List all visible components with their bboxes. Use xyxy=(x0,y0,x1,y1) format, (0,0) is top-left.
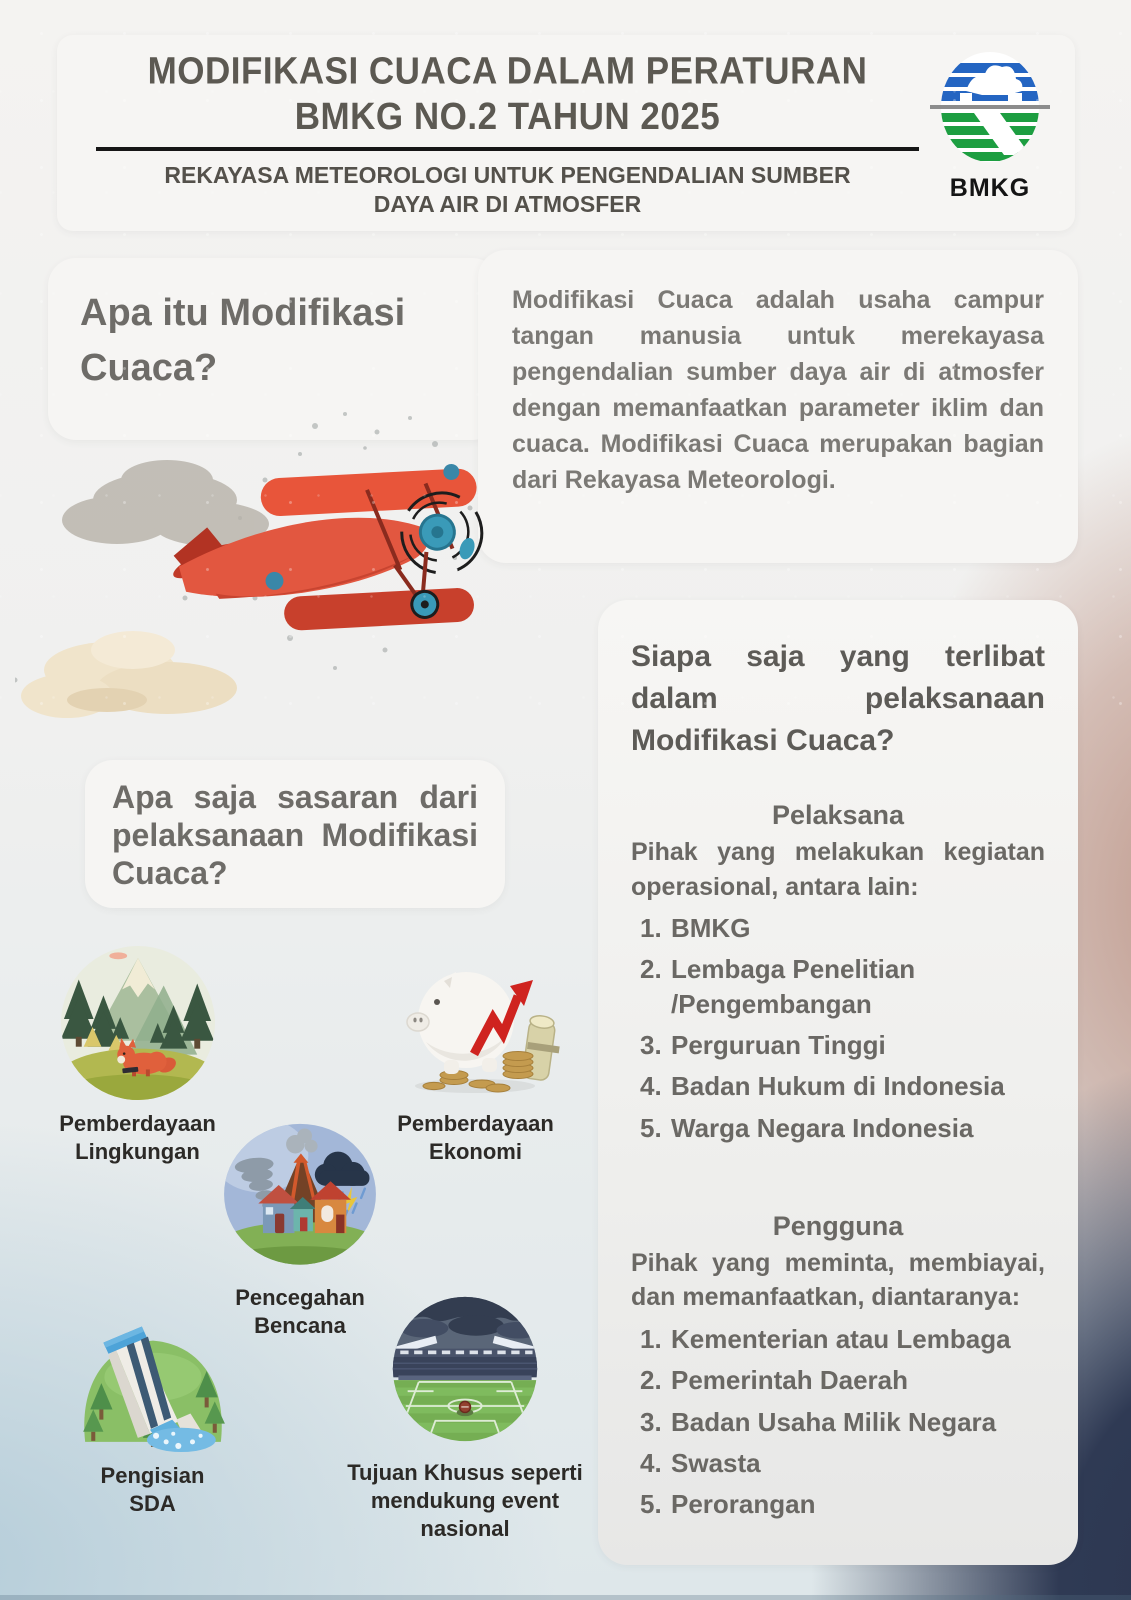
pengguna-section xyxy=(631,1211,1045,1522)
target-label: Tujuan Khusus seperti mendukung event nasional xyxy=(347,1460,583,1542)
list-item: Kementerian atau Lembaga xyxy=(671,1323,1011,1354)
intro-question: Apa itu Modifikasi Cuaca? xyxy=(80,292,406,390)
dam-icon xyxy=(73,1290,233,1452)
header-text-block xyxy=(85,49,930,219)
target-label: Pengisian SDA xyxy=(100,1463,205,1517)
bmkg-logo-label: BMKG xyxy=(949,174,1031,202)
poster-title: MODIFIKASI CUACA DALAM PERATURAN BMKG NO.2 TAHUN 2025 xyxy=(147,50,868,138)
bmkg-logo-icon xyxy=(930,49,1050,171)
intro-answer-card xyxy=(478,250,1078,563)
list-item: Perguruan Tinggi xyxy=(671,1029,886,1060)
involvement-card xyxy=(598,600,1078,1565)
piggy-bank-icon xyxy=(390,958,562,1096)
intro-answer: Modifikasi Cuaca adalah usaha campur tangan manusia untuk merekayasa pengendalian sumber daya air di atmosfer dengan memanfaatkan parameter iklim dan cuaca. Modifikasi Cuaca merupakan bagian dari Rekayasa Meteorologi. xyxy=(512,286,1044,494)
pool xyxy=(146,1428,215,1452)
target-item-event xyxy=(340,1295,590,1543)
cream-cloud xyxy=(21,631,237,718)
pelaksana-list xyxy=(631,911,1045,1145)
targets-question: Apa saja sasaran dari pelaksanaan Modifikasi Cuaca? xyxy=(112,779,478,891)
target-label: Pemberdayaan Lingkungan xyxy=(59,1111,216,1165)
list-item: Badan Hukum di Indonesia xyxy=(671,1071,1005,1102)
list-item: Badan Usaha Milik Negara xyxy=(671,1406,997,1437)
poster-subtitle: REKAYASA METEOROLOGI UNTUK PENGENDALIAN SUMBER DAYA AIR DI ATMOSFER xyxy=(164,162,851,217)
list-item: BMKG xyxy=(671,913,751,943)
bmkg-logo xyxy=(930,49,1050,203)
forest-fox-icon xyxy=(59,944,217,1102)
header-divider xyxy=(96,147,919,151)
pengguna-title: Pengguna xyxy=(772,1210,904,1241)
pelaksana-section xyxy=(631,800,1045,1145)
list-item: Warga Negara Indonesia xyxy=(671,1112,974,1143)
involvement-question: Siapa saja yang terlibat dalam pelaksanaan Modifikasi Cuaca? xyxy=(631,640,1045,757)
target-label: Pencegahan Bencana xyxy=(235,1285,365,1339)
list-item: Pemerintah Daerah xyxy=(671,1365,908,1396)
stadium-icon xyxy=(391,1295,539,1443)
list-item: Lembaga Penelitian /Pengembangan xyxy=(671,954,916,1019)
gray-cloud xyxy=(62,460,269,546)
list-item: Swasta xyxy=(671,1447,761,1478)
pelaksana-description: Pihak yang melakukan kegiatan operasional, antara lain: xyxy=(631,838,1045,901)
biplane-illustration xyxy=(15,388,505,736)
target-label: Pemberdayaan Ekonomi xyxy=(397,1111,554,1165)
list-item: Perorangan xyxy=(671,1489,816,1520)
targets-question-card xyxy=(85,760,505,908)
header-card xyxy=(57,35,1075,231)
bottom-edge-strip xyxy=(0,1595,1131,1600)
biplane xyxy=(153,421,505,698)
pengguna-description: Pihak yang meminta, membiayai, dan memanfaatkan, diantaranya: xyxy=(631,1248,1045,1312)
disaster-icon xyxy=(221,1122,379,1272)
pelaksana-title: Pelaksana xyxy=(771,800,905,830)
target-item-sda xyxy=(45,1290,260,1518)
pengguna-list xyxy=(631,1322,1045,1522)
